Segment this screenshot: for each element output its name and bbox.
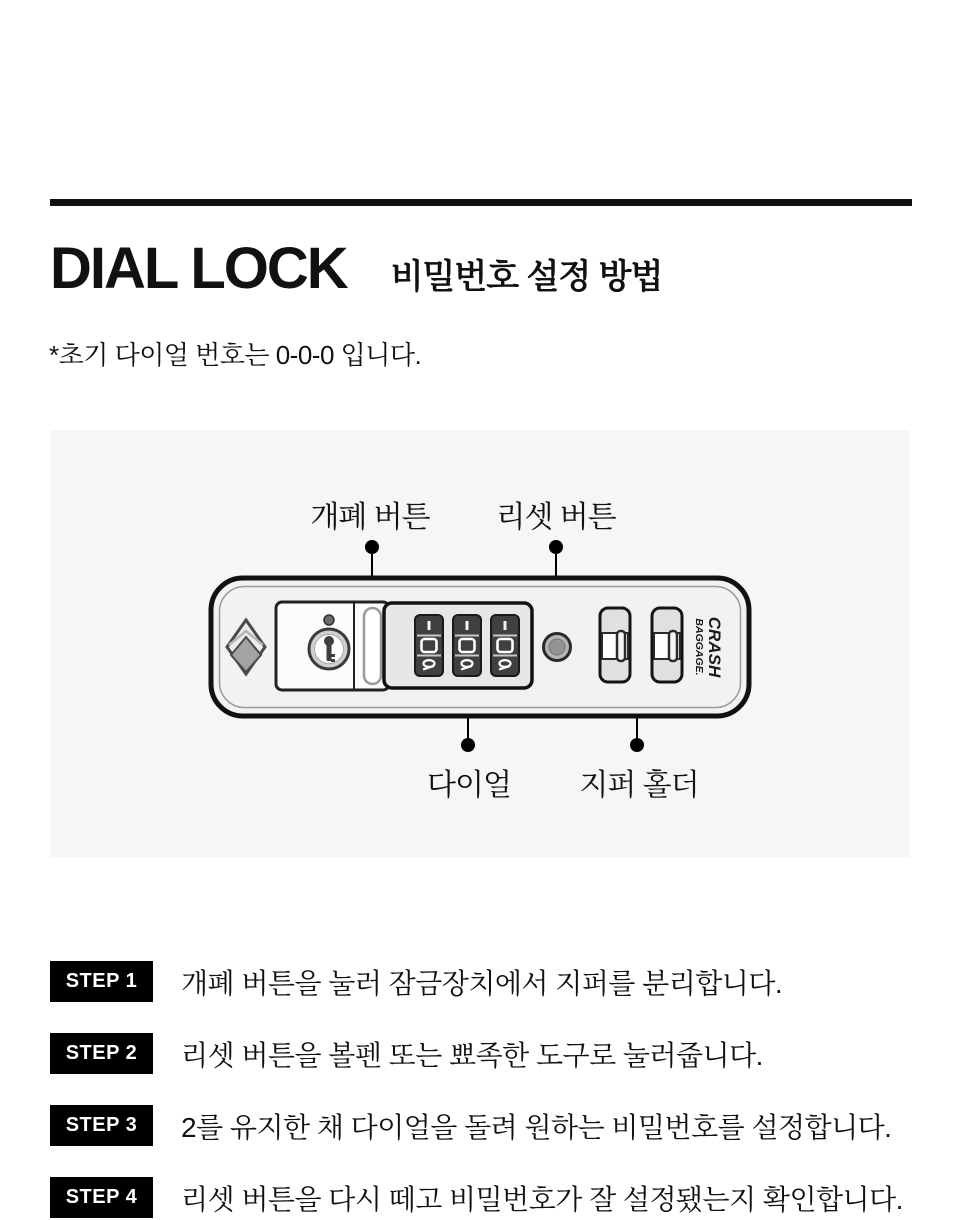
step-badge-4: STEP 4 [50, 1177, 153, 1218]
zipper-holder-1 [600, 608, 630, 682]
step-badge-3: STEP 3 [50, 1105, 153, 1146]
dial-wheel-3 [491, 615, 519, 676]
step-badge-2: STEP 2 [50, 1033, 153, 1074]
zipper-holder-2 [652, 608, 682, 682]
initial-code-note: *초기 다이얼 번호는 0-0-0 입니다. [49, 340, 422, 370]
step-text-4: 리셋 버튼을 다시 떼고 비밀번호가 잘 설정됐는지 확인합니다. [181, 1183, 903, 1215]
label-reset-button: 리셋 버튼 [496, 501, 616, 534]
step-row-4 [50, 1177, 903, 1218]
callout-dot-dial [461, 738, 475, 752]
key-panel [276, 602, 389, 690]
dial-wheel-2 [453, 615, 481, 676]
steps-list [50, 961, 903, 1220]
brand-line1: CRASH [705, 616, 724, 678]
title-bar [50, 236, 663, 301]
lock-illustration [208, 575, 752, 719]
step-text-1: 개폐 버튼을 눌러 잠금장치에서 지퍼를 분리합니다. [181, 967, 783, 999]
label-zipper-holder: 지퍼 홀더 [579, 769, 699, 802]
dial-panel [384, 603, 532, 688]
step-text-3: 2를 유지한 채 다이얼을 돌려 원하는 비밀번호를 설정합니다. [181, 1111, 892, 1143]
indicator-dot [324, 615, 334, 625]
top-divider [50, 199, 912, 206]
step-row-2 [50, 1033, 903, 1074]
brand-line2: BAGGAGE. [693, 618, 705, 676]
step-row-1 [50, 961, 903, 1002]
open-close-button [364, 608, 381, 684]
step-text-2: 리셋 버튼을 볼펜 또는 뾰족한 도구로 눌러줍니다. [181, 1039, 763, 1071]
brand-text [693, 617, 724, 678]
keyhole-icon [309, 629, 349, 669]
dial-wheel-1 [415, 615, 443, 676]
diagram-panel [50, 430, 910, 857]
label-dial: 다이얼 [427, 769, 511, 802]
page-title: DIAL LOCK [50, 236, 347, 301]
callout-dot-zipper [630, 738, 644, 752]
reset-button [544, 634, 571, 661]
label-open-close-button: 개폐 버튼 [310, 501, 430, 534]
page-subtitle: 비밀번호 설정 방법 [390, 258, 663, 296]
step-badge-1: STEP 1 [50, 961, 153, 1002]
step-row-3 [50, 1105, 903, 1146]
